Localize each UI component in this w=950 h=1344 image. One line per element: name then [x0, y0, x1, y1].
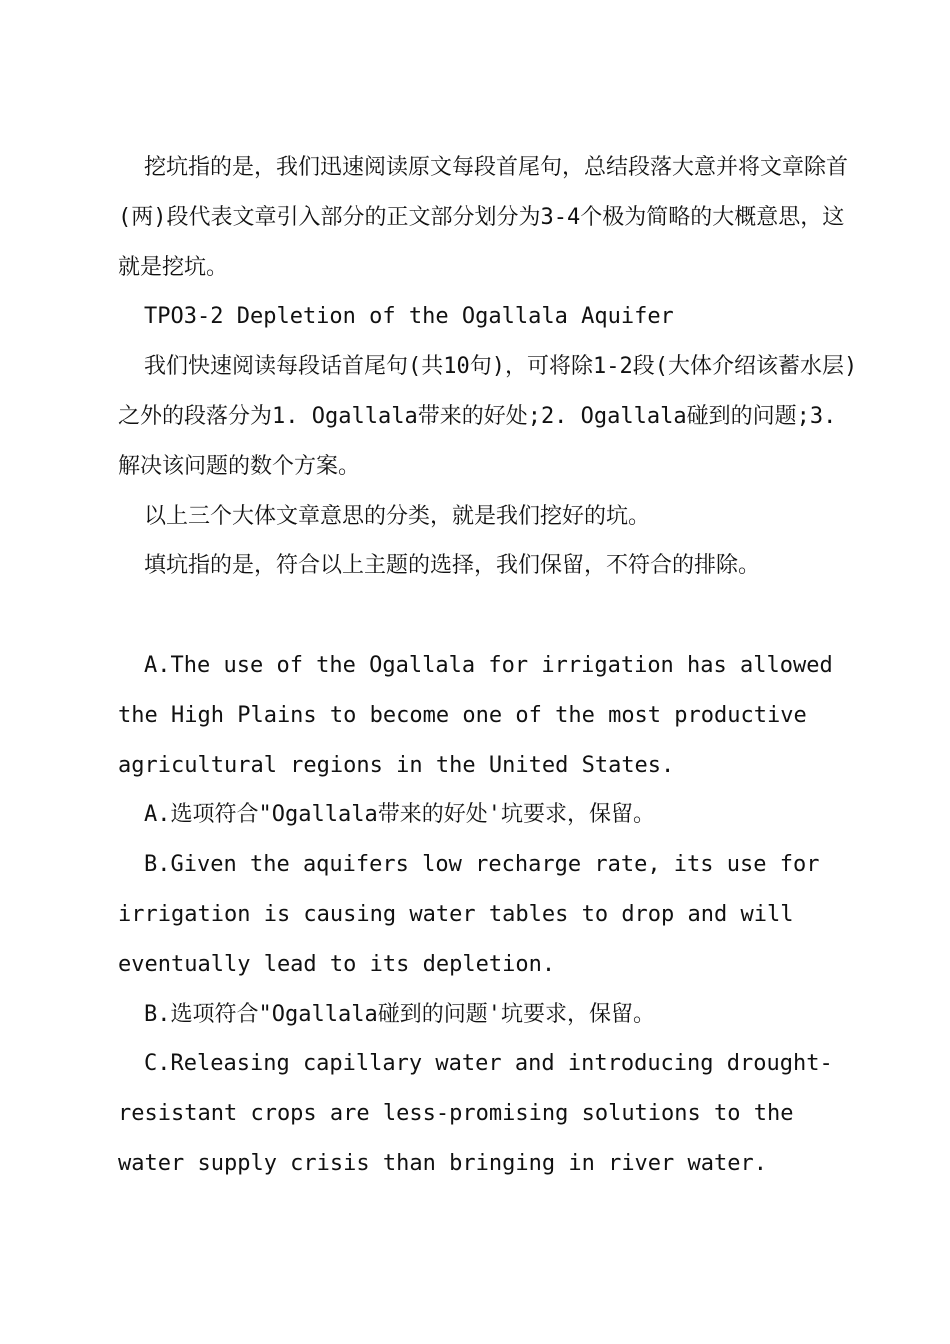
option-a-text: A.The use of the Ogallala for irrigation has allowed the High Plains to become one of the most productive agricultural regions in the United States.: [118, 652, 833, 778]
paragraph-digging-definition: 挖坑指的是，我们迅速阅读原文每段首尾句，总结段落大意并将文章除首(两)段代表文章引入部分的正文部分划分为3-4个极为简略的大概意思，这就是挖坑。: [118, 155, 849, 280]
option-b-analysis: B.选项符合"Ogallala碰到的问题'坑要求，保留。: [144, 1001, 655, 1027]
document-body: [118, 143, 858, 1189]
option-a-analysis: A.选项符合"Ogallala带来的好处'坑要求，保留。: [144, 802, 655, 828]
paragraph-passage-summary: 我们快速阅读每段话首尾句(共10句)，可将除1-2段(大体介绍该蓄水层)之外的段落分为1. Ogallala带来的好处;2. Ogallala碰到的问题;3. 解决该问题的数个方案。: [118, 354, 858, 479]
blank-line: [118, 591, 858, 641]
option-b-text: B.Given the aquifers low recharge rate, its use for irrigation is causing water tables to drop and will eventually lead to its depletion.: [118, 852, 820, 977]
paragraph-categories-note: 以上三个大体文章意思的分类，就是我们挖好的坑。: [144, 503, 651, 529]
option-c-text: C.Releasing capillary water and introducing drought-resistant crops are less-promising solutions to the water supply crisis than bringing in river water.: [118, 1051, 833, 1176]
passage-title: TPO3-2 Depletion of the Ogallala Aquifer: [144, 304, 674, 330]
paragraph-filling-definition: 填坑指的是，符合以上主题的选择，我们保留，不符合的排除。: [144, 553, 761, 579]
